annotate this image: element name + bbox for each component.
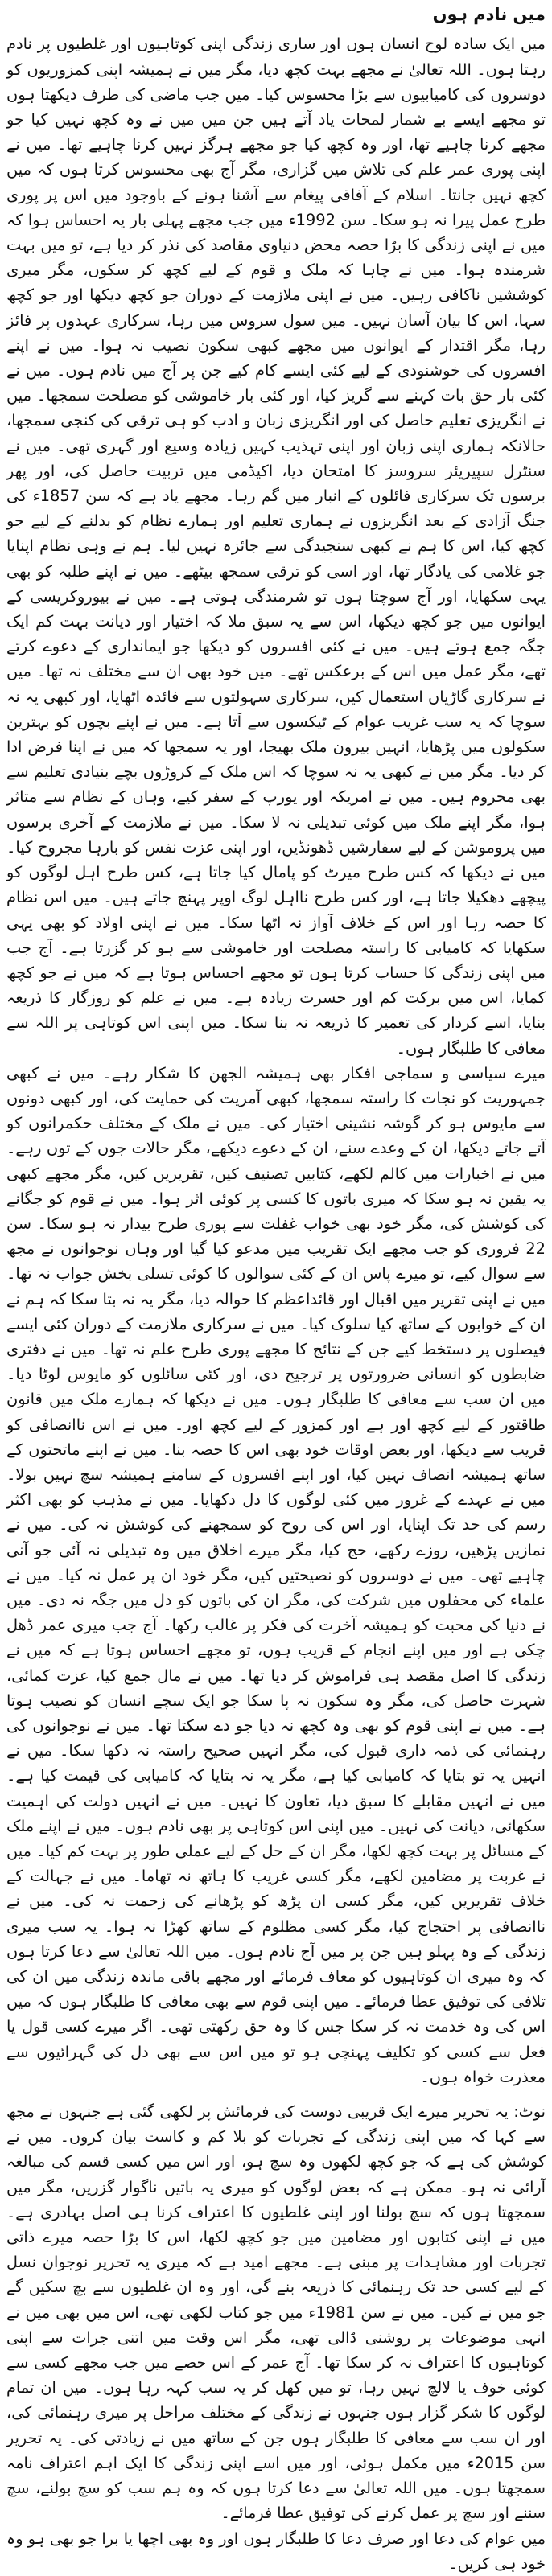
article-title: میں نادم ہوں — [432, 5, 546, 24]
closing-line: میں عوام کی دعا اور صرف دعا کا طلبگار ہوں اور وہ بھی اچھا یا برا جو بھی ہو وہ خود ہی کریں۔ — [6, 2529, 546, 2573]
paragraph-spacer — [6, 2089, 546, 2099]
article-paragraph-1: میں ایک سادہ لوح انسان ہوں اور ساری زندگی اپنی کوتاہیوں اور غلطیوں پر نادم رہتا ہوں۔ اللہ تعالیٰ نے مجھے بہت کچھ دیا، مگر میں نے ہمیشہ اپنی کمزوریوں کو دوسروں کی کامیابیوں سے بڑا محسوس کیا۔ میں جب ماضی کی طرف دیکھتا ہوں تو مجھے ایسے بے شمار لمحات یاد آتے ہیں جن میں میں نے وہ کچھ نہیں کیا جو مجھے کرنا چاہیے تھا، اور وہ کچھ کیا جو مجھے ہرگز نہیں کرنا چاہیے تھا۔ میں نے اپنی پوری عمر علم کی تلاش میں گزاری، مگر آج بھی محسوس کرتا ہوں کہ میں کچھ نہیں جانتا۔ اسلام کے آفاقی پیغام سے آشنا ہونے کے باوجود میں اس پر پوری طرح عمل پیرا نہ ہو سکا۔ سن 1992ء میں جب مجھے پہلی بار یہ احساس ہوا کہ میں نے اپنی زندگی کا بڑا حصہ محض دنیاوی مقاصد کی نذر کر دیا ہے، تو میں بہت شرمندہ ہوا۔ میں نے چاہا کہ ملک و قوم کے لیے کچھ کر سکوں، مگر میری کوششیں ناکافی رہیں۔ میں نے اپنی ملازمت کے دوران جو کچھ دیکھا اور جو کچھ سہا، اس کا بیان آسان نہیں۔ میں سول سروس میں رہا، سرکاری عہدوں پر فائز رہا، مگر اقتدار کے ایوانوں میں مجھے کبھی سکون نصیب نہ ہوا۔ میں نے اپنے افسروں کی خوشنودی کے لیے کئی ایسے کام کیے جن پر آج میں نادم ہوں۔ میں نے کئی بار حق بات کہنے سے گریز کیا، اور کئی بار خاموشی کو مصلحت سمجھا۔ میں نے انگریزی تعلیم حاصل کی اور انگریزی زبان و ادب کو ہی ترقی کی کنجی سمجھا، حالانکہ ہماری اپنی زبان اور اپنی تہذیب کہیں زیادہ وسیع اور گہری تھی۔ میں نے سنٹرل سپیریئر سروسز کا امتحان دیا، اکیڈمی میں تربیت حاصل کی، اور پھر برسوں تک سرکاری فائلوں کے انبار میں گم رہا۔ مجھے یاد ہے کہ سن 1857ء کی جنگ آزادی کے بعد انگریزوں نے ہماری تعلیم اور ہمارے نظام کو بدلنے کے لیے جو کچھ کیا، اس کا ہم نے کبھی سنجیدگی سے جائزہ نہیں لیا۔ ہم نے وہی نظام اپنایا جو غلامی کی یادگار تھا، اور اسی کو ترقی سمجھ بیٹھے۔ میں نے اپنے طلبہ کو بھی یہی سکھایا، اور آج سوچتا ہوں تو شرمندگی ہوتی ہے۔ میں نے بیوروکریسی کے ایوانوں میں جو کچھ دیکھا، اس سے یہ سبق ملا کہ اختیار اور دیانت بہت کم ایک جگہ جمع ہوتے ہیں۔ میں نے کئی افسروں کو دیکھا جو ایمانداری کے دعوے کرتے تھے، مگر عمل میں اس کے برعکس تھے۔ میں خود بھی ان سے مختلف نہ تھا۔ میں نے سرکاری گاڑیاں استعمال کیں، سرکاری سہولتوں سے فائدہ اٹھایا، اور کبھی یہ نہ سوچا کہ یہ سب غریب عوام کے ٹیکسوں سے آتا ہے۔ میں نے اپنے بچوں کو بہترین سکولوں میں پڑھایا، انہیں بیرون ملک بھیجا، اور یہ سمجھا کہ میں نے اپنا فرض ادا کر دیا۔ مگر میں نے کبھی یہ نہ سوچا کہ اس ملک کے کروڑوں بچے بنیادی تعلیم سے بھی محروم ہیں۔ میں نے امریکہ اور یورپ کے سفر کیے، وہاں کے نظام سے متاثر ہوا، مگر اپنے ملک میں کوئی تبدیلی نہ لا سکا۔ میں نے ملازمت کے آخری برسوں میں پروموشن کے لیے سفارشیں ڈھونڈیں، اور اپنی عزت نفس کو بارہا مجروح کیا۔ میں نے دیکھا کہ کس طرح میرٹ کو پامال کیا جاتا ہے، کس طرح اہل لوگوں کو پیچھے دھکیلا جاتا ہے، اور کس طرح نااہل لوگ اوپر پہنچ جاتے ہیں۔ میں اس نظام کا حصہ رہا اور اس کے خلاف آواز نہ اٹھا سکا۔ میں نے اپنی اولاد کو بھی یہی سکھایا کہ کامیابی کا راستہ مصلحت اور خاموشی سے ہو کر گزرتا ہے۔ آج جب میں اپنی زندگی کا حساب کرتا ہوں تو مجھے احساس ہوتا ہے کہ میں نے جو کچھ کمایا، اس میں برکت کم اور حسرت زیادہ ہے۔ میں نے علم کو روزگار کا ذریعہ بنایا، اسے کردار کی تعمیر کا ذریعہ نہ بنا سکا۔ میں اپنی اس کوتاہی پر اللہ سے معافی کا طلبگار ہوں۔ — [6, 35, 546, 1058]
article-paragraph-2: میرے سیاسی و سماجی افکار بھی ہمیشہ الجھن کا شکار رہے۔ میں نے کبھی جمہوریت کو نجات کا راستہ سمجھا، کبھی آمریت کی حمایت کی، اور کبھی دونوں سے مایوس ہو کر گوشہ نشینی اختیار کی۔ میں نے ملک کے مختلف حکمرانوں کو آتے جاتے دیکھا، ان کے وعدے سنے، ان کے دعوے دیکھے، مگر حالات جوں کے توں رہے۔ میں نے اخبارات میں کالم لکھے، کتابیں تصنیف کیں، تقریریں کیں، مگر مجھے کبھی یہ یقین نہ ہو سکا کہ میری باتوں کا کسی پر کوئی اثر ہوا۔ میں نے قوم کو جگانے کی کوشش کی، مگر خود بھی خواب غفلت سے پوری طرح بیدار نہ ہو سکا۔ سن 22 فروری کو جب مجھے ایک تقریب میں مدعو کیا گیا اور وہاں نوجوانوں نے مجھ سے سوال کیے، تو میرے پاس ان کے کئی سوالوں کا کوئی تسلی بخش جواب نہ تھا۔ میں نے اپنی تقریر میں اقبال اور قائداعظم کا حوالہ دیا، مگر یہ نہ بتا سکا کہ ہم نے ان کے خوابوں کے ساتھ کیا سلوک کیا۔ میں نے سرکاری ملازمت کے دوران کئی ایسے فیصلوں پر دستخط کیے جن کے نتائج کا مجھے پوری طرح علم نہ تھا۔ میں نے دفتری ضابطوں کو انسانی ضرورتوں پر ترجیح دی، اور کئی سائلوں کو مایوس لوٹا دیا۔ میں ان سب سے معافی کا طلبگار ہوں۔ میں نے دیکھا کہ ہمارے ملک میں قانون طاقتور کے لیے کچھ اور ہے اور کمزور کے لیے کچھ اور۔ میں نے اس ناانصافی کو قریب سے دیکھا، اور بعض اوقات خود بھی اس کا حصہ بنا۔ میں نے اپنے ماتحتوں کے ساتھ ہمیشہ انصاف نہیں کیا، اور اپنے افسروں کے سامنے ہمیشہ سچ نہیں بولا۔ میں نے عہدے کے غرور میں کئی لوگوں کا دل دکھایا۔ میں نے مذہب کو بھی اکثر رسم کی حد تک اپنایا، اور اس کی روح کو سمجھنے کی کوشش نہ کی۔ میں نے نمازیں پڑھیں، روزے رکھے، حج کیا، مگر میرے اخلاق میں وہ تبدیلی نہ آئی جو آنی چاہیے تھی۔ میں نے دوسروں کو نصیحتیں کیں، مگر خود ان پر عمل نہ کیا۔ میں نے علماء کی محفلوں میں شرکت کی، مگر ان کی باتوں کو دل میں جگہ نہ دی۔ میں نے دنیا کی محبت کو ہمیشہ آخرت کی فکر پر غالب رکھا۔ آج جب میری عمر ڈھل چکی ہے اور میں اپنے انجام کے قریب ہوں، تو مجھے احساس ہوتا ہے کہ میں نے زندگی کا اصل مقصد ہی فراموش کر دیا تھا۔ میں نے مال جمع کیا، عزت کمائی، شہرت حاصل کی، مگر وہ سکون نہ پا سکا جو ایک سچے انسان کو نصیب ہوتا ہے۔ میں نے اپنی قوم کو بھی وہ کچھ نہ دیا جو دے سکتا تھا۔ میں نے نوجوانوں کی رہنمائی کی ذمہ داری قبول کی، مگر انہیں صحیح راستہ نہ دکھا سکا۔ میں نے انہیں یہ تو بتایا کہ کامیابی کیا ہے، مگر یہ نہ بتایا کہ کامیابی کی قیمت کیا ہے۔ میں نے انہیں مقابلے کا سبق دیا، تعاون کا نہیں۔ میں نے انہیں دولت کی اہمیت سکھائی، دیانت کی نہیں۔ میں اپنی اس کوتاہی پر بھی نادم ہوں۔ میں نے اپنے ملک کے مسائل پر بہت کچھ لکھا، مگر ان کے حل کے لیے عملی طور پر بہت کم کیا۔ میں نے غربت پر مضامین لکھے، مگر کسی غریب کا ہاتھ نہ تھاما۔ میں نے جہالت کے خلاف تقریریں کیں، مگر کسی ان پڑھ کو پڑھانے کی زحمت نہ کی۔ میں نے ناانصافی پر احتجاج کیا، مگر کسی مظلوم کے ساتھ کھڑا نہ ہوا۔ یہ سب میری زندگی کے وہ پہلو ہیں جن پر میں آج نادم ہوں۔ میں اللہ تعالیٰ سے دعا کرتا ہوں کہ وہ میری ان کوتاہیوں کو معاف فرمائے اور مجھے باقی ماندہ زندگی میں ان کی تلافی کی توفیق عطا فرمائے۔ میں اپنی قوم سے بھی معافی کا طلبگار ہوں کہ میں اس کی وہ خدمت نہ کر سکا جس کا وہ حق رکھتی تھی۔ اگر میرے کسی قول یا فعل سے کسی کو تکلیف پہنچی ہو تو میں اس سے بھی دل کی گہرائیوں سے معذرت خواہ ہوں۔ — [6, 1063, 546, 2086]
author-note: نوٹ: یہ تحریر میرے ایک قریبی دوست کی فرمائش پر لکھی گئی ہے جنہوں نے مجھ سے کہا کہ میں اپنی زندگی کے تجربات کو بلا کم و کاست بیان کروں۔ میں نے کوشش کی ہے کہ جو کچھ لکھوں وہ سچ ہو، اور اس میں کسی قسم کی مبالغہ آرائی نہ ہو۔ ممکن ہے کہ بعض لوگوں کو میری یہ باتیں ناگوار گزریں، مگر میں سمجھتا ہوں کہ سچ بولنا اور اپنی غلطیوں کا اعتراف کرنا ہی اصل بہادری ہے۔ میں نے اپنی کتابوں اور مضامین میں جو کچھ لکھا، اس کا بڑا حصہ میرے ذاتی تجربات اور مشاہدات پر مبنی ہے۔ مجھے امید ہے کہ میری یہ تحریر نوجوان نسل کے لیے کسی حد تک رہنمائی کا ذریعہ بنے گی، اور وہ ان غلطیوں سے بچ سکیں گے جو میں نے کیں۔ میں نے سن 1981ء میں جو کتاب لکھی تھی، اس میں بھی میں نے انہی موضوعات پر روشنی ڈالی تھی، مگر اس وقت میں اتنی جرات سے اپنی کوتاہیوں کا اعتراف نہ کر سکا تھا۔ آج عمر کے اس حصے میں جب مجھے کسی سے کوئی خوف یا لالچ نہیں رہا، تو میں کھل کر یہ سب کہہ رہا ہوں۔ میں ان تمام لوگوں کا شکر گزار ہوں جنہوں نے زندگی کے مختلف مراحل پر میری رہنمائی کی، اور ان سب سے معافی کا طلبگار ہوں جن کے ساتھ میں نے زیادتی کی۔ یہ تحریر سن 2015ء میں مکمل ہوئی، اور میں اسے اپنی زندگی کا ایک اہم اعتراف نامہ سمجھتا ہوں۔ میں اللہ تعالیٰ سے دعا کرتا ہوں کہ وہ ہم سب کو سچ بولنے، سچ سننے اور سچ پر عمل کرنے کی توفیق عطا فرمائے۔ — [6, 2102, 546, 2523]
